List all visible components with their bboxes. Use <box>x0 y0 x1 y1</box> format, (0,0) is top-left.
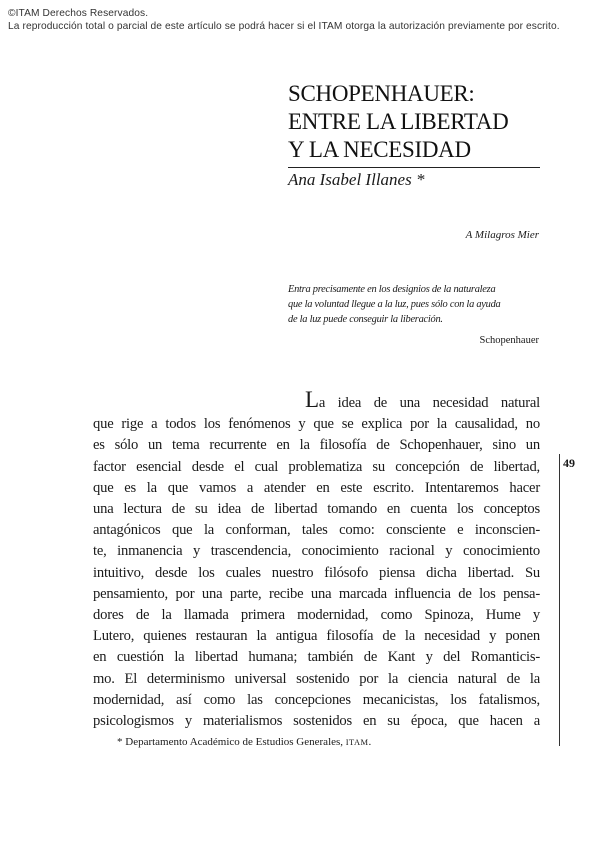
title-divider <box>288 167 540 168</box>
body-line: te, inmanencia y trascendencia, conocimiento racional y conocimiento <box>93 543 540 560</box>
body-line: una lectura de su idea de libertad tomando en cuenta los conceptos <box>93 501 540 518</box>
body-line: antagónicos que la conforman, tales como: consciente e inconscien- <box>93 522 540 539</box>
body-line: mo. El determinismo universal sostenido por la ciencia natural de la <box>93 670 540 687</box>
footnote-institution: ITAM <box>345 737 369 747</box>
body-line: que es la que vamos a atender en este escrito. Intentaremos hacer <box>93 479 540 496</box>
epigraph-line-3: de la luz puede conseguir la liberación. <box>288 314 443 325</box>
body-line: factor esencial desde el cual problematiza su concepción de libertad, <box>93 458 540 475</box>
body-line: intuitivo, desde los cuales nuestro filósofo piensa dicha libertad. Su <box>93 564 540 581</box>
body-line: pensamiento, por una parte, recibe una marcada influencia de los pensa- <box>93 585 540 602</box>
page-number: 49 <box>563 456 575 470</box>
body-line: modernidad, así como las concepciones mecanicistas, los fatalismos, <box>93 691 540 708</box>
epigraph-line-1: Entra precisamente en los designios de la naturaleza <box>288 284 496 295</box>
first-line-text: a idea de una necesidad natural <box>318 395 540 411</box>
footnote-end: . <box>368 736 372 748</box>
body-line: psicologismos y materialismos sostenidos en su época, que hacen a <box>93 713 540 730</box>
margin-rule <box>559 454 560 746</box>
copyright-notice <box>8 7 560 33</box>
copyright-line-2: La reproducción total o parcial de este artículo se podrá hacer si el ITAM otorga la autorización previamente por escrito. <box>8 21 560 32</box>
title-line-2: ENTRE LA LIBERTAD <box>288 109 509 134</box>
epigraph-source: Schopenhauer <box>479 335 539 346</box>
title-line-3: Y LA NECESIDAD <box>288 137 471 162</box>
body-line: dores de la llamada primera modernidad, como Spinoza, Hume y <box>93 607 540 624</box>
body-line: es sólo un tema recurrente en la filosofía de Schopenhauer, sino un <box>93 437 540 454</box>
body-line-first <box>93 387 540 414</box>
body-line: en cuestión la libertad humana; también de Kant y del Romanticis- <box>93 649 540 666</box>
author-name: Ana Isabel Illanes * <box>288 170 425 189</box>
epigraph-line-2: que la voluntad llegue a la luz, pues sólo con la ayuda <box>288 299 501 310</box>
article-heading <box>288 80 540 190</box>
body-paragraph <box>93 387 540 732</box>
copyright-line-1: ©ITAM Derechos Reservados. <box>8 8 149 19</box>
title-line-1: SCHOPENHAUER: <box>288 81 475 106</box>
footnote <box>117 735 371 749</box>
footnote-text: * Departamento Académico de Estudios Generales, <box>117 736 344 748</box>
body-line: que rige a todos los fenómenos y que se explica por la causalidad, no <box>93 416 540 433</box>
dedication: A Milagros Mier <box>465 229 539 241</box>
drop-cap: L <box>305 387 319 412</box>
body-line: Lutero, quienes restauran la antigua filosofía de la necesidad y ponen <box>93 628 540 645</box>
epigraph <box>288 282 540 327</box>
